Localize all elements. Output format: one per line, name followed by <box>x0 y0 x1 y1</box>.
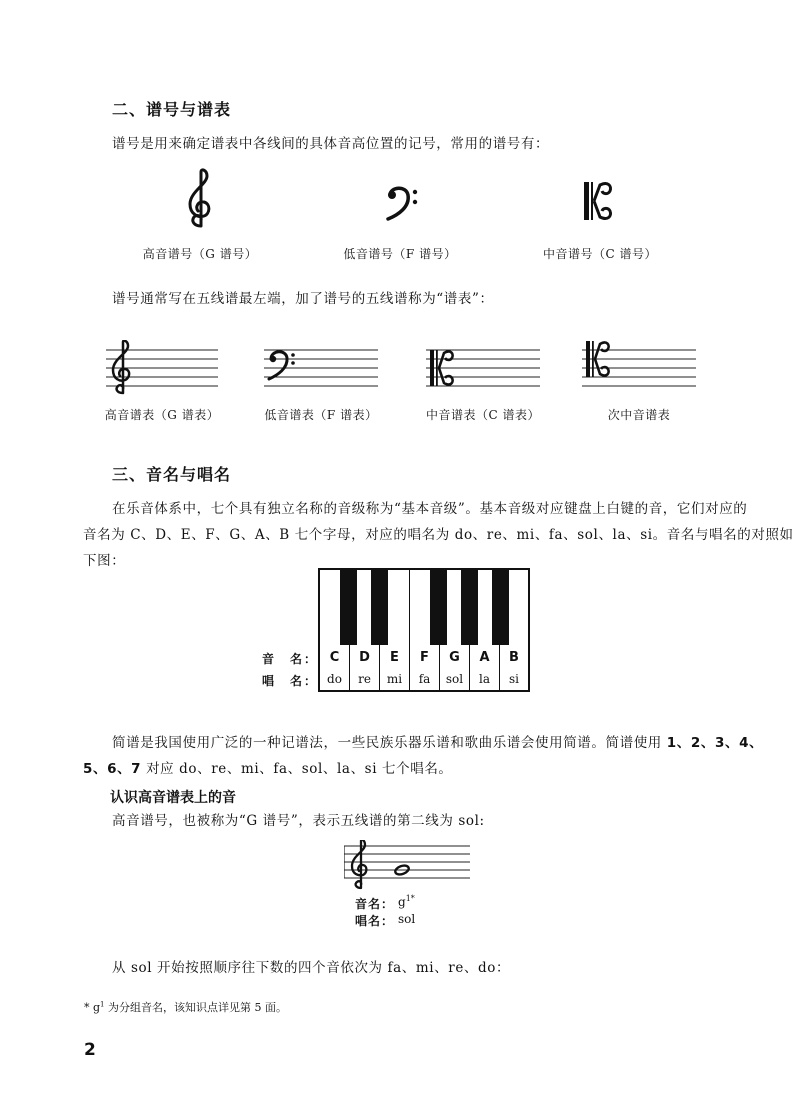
solfege-do: do <box>327 672 342 686</box>
tenor-staff <box>582 340 696 396</box>
solfege-si: si <box>509 672 519 686</box>
bass-staff <box>264 340 378 396</box>
jianpu-line1 <box>112 730 763 756</box>
clef-caption-bass: 低音谱号（F 谱号） <box>343 247 457 261</box>
solfege-row-label: 唱 名： <box>262 674 319 688</box>
page-number: 2 <box>84 1040 96 1060</box>
footnote-text: 为分组音名，该知识点详见第 5 面。 <box>104 1001 288 1014</box>
footnote <box>84 999 287 1015</box>
note-name-a: A <box>479 650 490 665</box>
jianpu-numbers: 5、6、7 <box>83 761 142 777</box>
section2-intro: 谱号是用来确定谱表中各线间的具体音高位置的记号，常用的谱号有： <box>112 136 550 152</box>
jianpu-line2 <box>83 756 453 782</box>
example-treble-staff <box>344 840 470 892</box>
section3-para1-line2: 音名为 C、D、E、F、G、A、B 七个字母，对应的唱名为 do、re、mi、fa、sol、la、si。音名与唱名的对照如下图： <box>83 527 794 569</box>
staff-caption-treble: 高音谱表（G 谱表） <box>104 408 220 422</box>
treble-clef-icon <box>113 341 129 393</box>
piano-keyboard <box>318 568 530 692</box>
section3-title: 三、音名与唱名 <box>112 465 232 484</box>
note-g-superscript: 1* <box>405 894 415 903</box>
example-name-value <box>398 894 415 909</box>
treble-clef-icon <box>352 840 366 888</box>
treble-staff <box>106 340 218 396</box>
footnote-sup: 1 <box>100 1000 105 1009</box>
jianpu-numbers: 1、2、3、4、 <box>666 735 764 751</box>
footnote-star: * <box>84 1001 90 1014</box>
note-name-row-label: 音 名： <box>262 652 319 666</box>
treble-line: 高音谱号，也被称为“G 谱号”，表示五线谱的第二线为 sol: <box>112 813 485 829</box>
note-name-b: B <box>509 650 519 665</box>
example-name-label: 音名： <box>355 897 395 911</box>
staff-caption-tenor: 次中音谱表 <box>607 408 671 422</box>
black-key <box>492 570 509 645</box>
solfege-fa: fa <box>418 672 431 686</box>
bass-clef-icon <box>269 352 287 379</box>
bass-clef-icon <box>384 183 424 223</box>
section3-para1-line1: 在乐音体系中，七个具有独立名称的音级称为“基本音级”。基本音级对应键盘上白键的音，它们对应的 <box>112 501 748 517</box>
solfege-la: la <box>479 672 490 686</box>
staff-caption-alto: 中音谱表（C 谱表） <box>426 408 540 422</box>
example-sol-label: 唱名： <box>355 914 395 928</box>
treble-clef-icon <box>180 168 220 232</box>
note-name-c: C <box>329 650 340 665</box>
note-name-e: E <box>390 650 399 665</box>
treble-subheading: 认识高音谱表上的音 <box>110 790 236 806</box>
clef-caption-alto: 中音谱号（C 谱号） <box>543 247 657 261</box>
black-key <box>430 570 447 645</box>
jianpu-text: 简谱是我国使用广泛的一种记谱法，一些民族乐器乐谱和歌曲乐谱会使用简谱。简谱使用 <box>112 735 667 751</box>
example-sol-value: sol <box>398 912 416 926</box>
section2-title: 二、谱号与谱表 <box>112 100 232 119</box>
closing-line: 从 sol 开始按照顺序往下数的四个音依次为 fa、mi、re、do： <box>112 960 511 976</box>
note-name-f: F <box>420 650 429 665</box>
footnote-g: g <box>93 1001 101 1014</box>
staff-caption-bass: 低音谱表（F 谱表） <box>264 408 378 422</box>
alto-clef-icon <box>582 180 614 222</box>
solfege-sol: sol <box>445 672 464 686</box>
black-key <box>340 570 357 645</box>
note-g: g <box>398 895 406 909</box>
note-name-g: G <box>449 650 460 665</box>
note-name-d: D <box>359 650 370 665</box>
jianpu-text: 对应 do、re、mi、fa、sol、la、si 七个唱名。 <box>141 761 453 777</box>
black-key <box>461 570 478 645</box>
section2-staff-intro: 谱号通常写在五线谱最左端，加了谱号的五线谱称为“谱表”： <box>112 291 494 307</box>
solfege-mi: mi <box>386 672 403 686</box>
solfege-re: re <box>358 672 371 686</box>
alto-staff <box>426 340 540 396</box>
clef-caption-treble: 高音谱号（G 谱号） <box>142 247 258 261</box>
black-key <box>371 570 388 645</box>
